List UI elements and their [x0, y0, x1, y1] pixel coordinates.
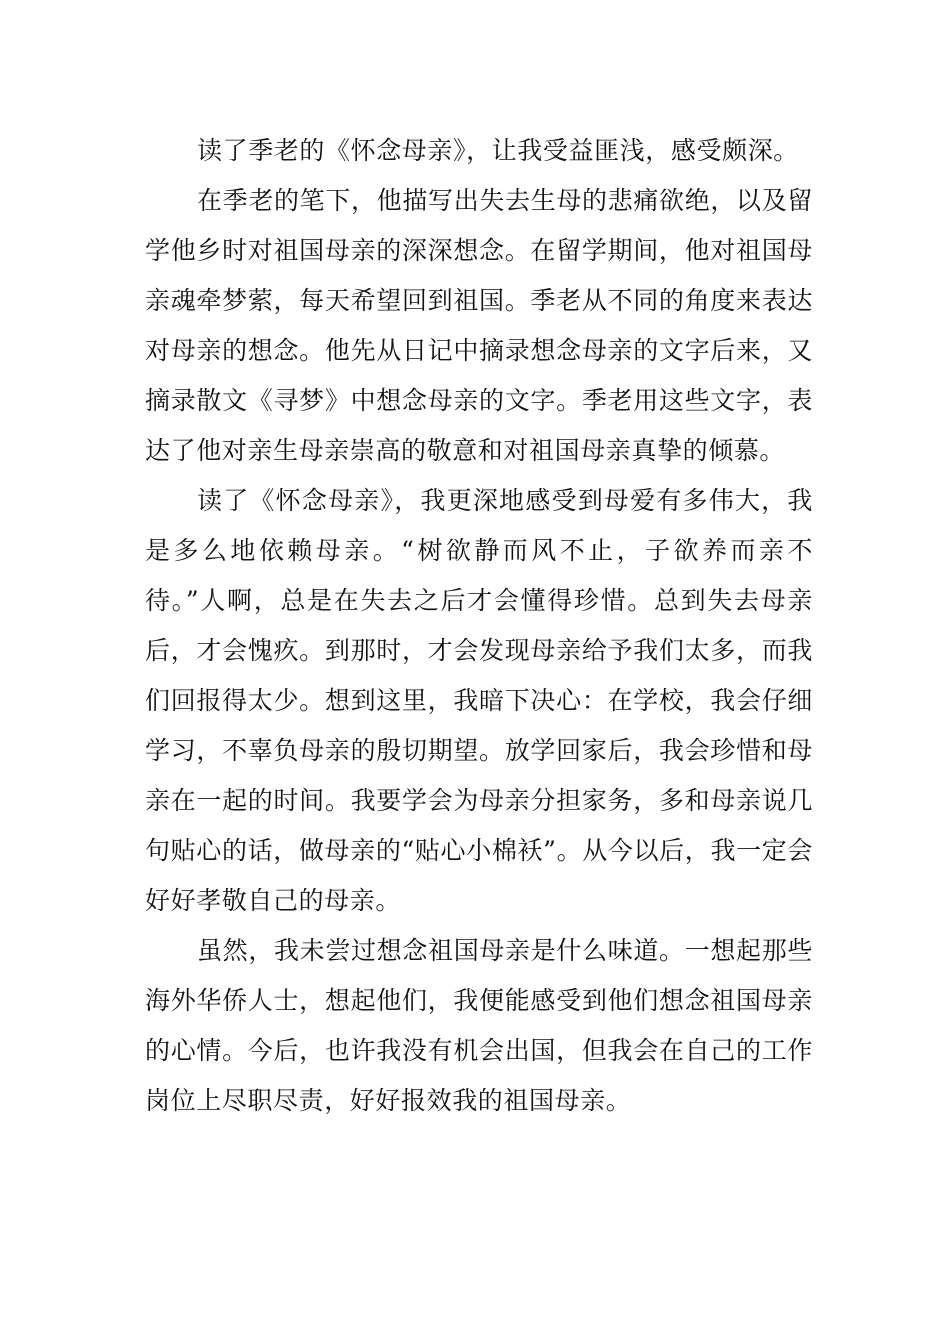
document-body — [145, 126, 813, 1126]
paragraph-1: 读了季老的《怀念母亲》，让我受益匪浅，感受颇深。 — [197, 136, 799, 165]
paragraph-3: 读了《怀念母亲》，我更深地感受到母爱有多伟大，我是多么地依赖母亲。“树欲静而风不止，子欲养而亲不待。”人啊，总是在失去之后才会懂得珍惜。总到失去母亲后，才会愧疚。到那时，才会发现母亲给予我们太多，而我们回报得太少。想到这里，我暗下决心：在学校，我会仔细学习，不辜负母亲的殷切期望。放学回家后，我会珍惜和母亲在一起的时间。我要学会为母亲分担家务，多和母亲说几句贴心的话，做母亲的“贴心小棉袄”。从今以后，我一定会好好孝敬自己的母亲。 — [145, 486, 813, 915]
paragraph-2: 在季老的笔下，他描写出失去生母的悲痛欲绝，以及留学他乡时对祖国母亲的深深想念。在留学期间，他对祖国母亲魂牵梦萦，每天希望回到祖国。季老从不同的角度来表达对母亲的想念。他先从日记中摘录想念母亲的文字后来，又摘录散文《寻梦》中想念母亲的文字。季老用这些文字，表达了他对亲生母亲崇高的敬意和对祖国母亲真挚的倾慕。 — [145, 186, 813, 465]
paragraph-4: 虽然，我未尝过想念祖国母亲是什么味道。一想起那些海外华侨人士，想起他们，我便能感受到他们想念祖国母亲的心情。今后，也许我没有机会出国，但我会在自己的工作岗位上尽职尽责，好好报效我的祖国母亲。 — [145, 936, 813, 1115]
